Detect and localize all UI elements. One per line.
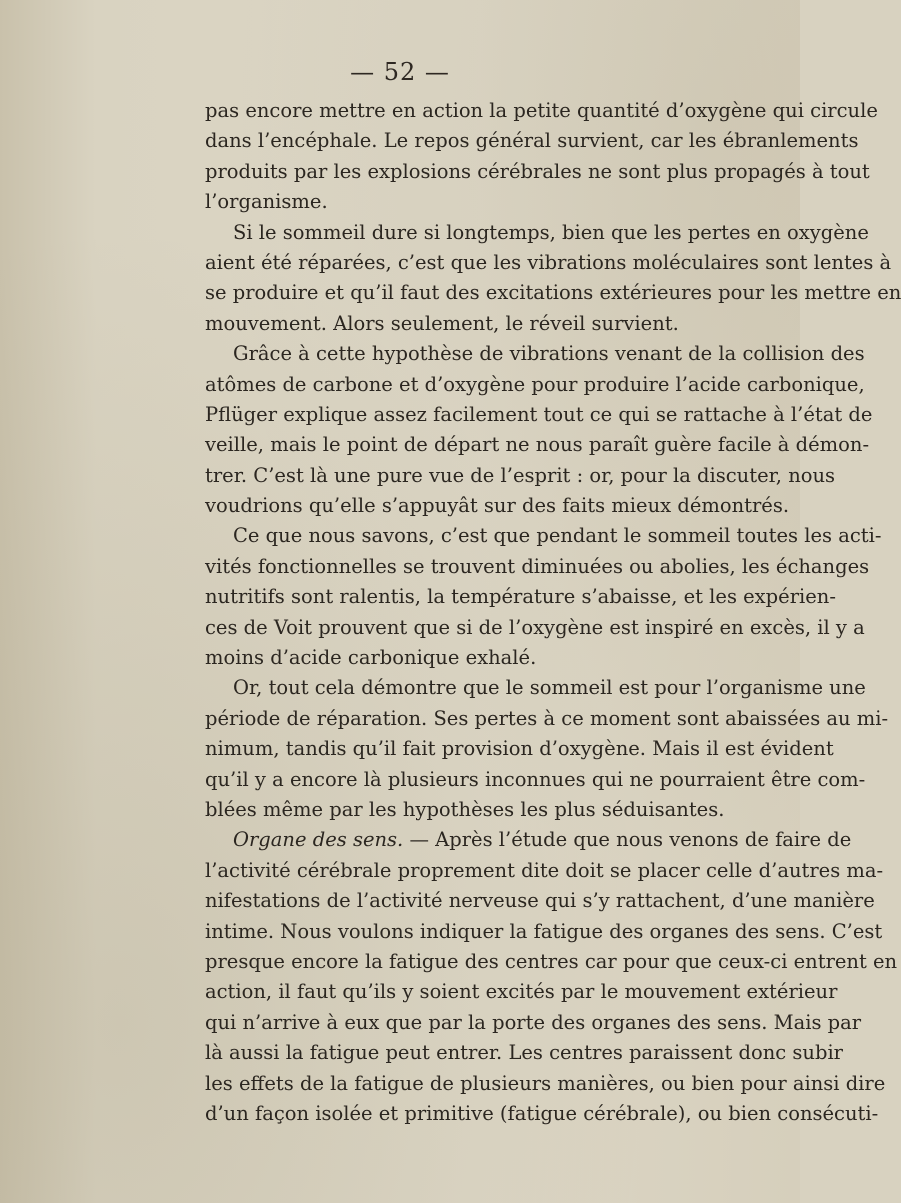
text-line: les effets de la fatigue de plusieurs manières, ou bien pour ainsi dire xyxy=(205,1071,886,1095)
text-line: produits par les explosions cérébrales ne sont plus propagés à tout xyxy=(205,159,870,183)
text-line: l’organisme. xyxy=(205,190,328,214)
text-line: atômes de carbone et d’oxygène pour produire l’acide carbonique, xyxy=(205,372,865,396)
text-span: — Après l’étude que nous venons de faire de xyxy=(403,828,852,852)
text-line: aient été réparées, c’est que les vibrations moléculaires sont lentes à xyxy=(205,250,892,274)
text-line: période de réparation. Ses pertes à ce moment sont abaissées au mi- xyxy=(205,706,889,730)
text-line: Ce que nous savons, c’est que pendant le sommeil toutes les acti- xyxy=(233,524,882,548)
text-line: dans l’encéphale. Le repos général survient, car les ébranlements xyxy=(205,129,859,153)
section-heading-line xyxy=(205,825,852,855)
text-line: Grâce à cette hypothèse de vibrations venant de la collision des xyxy=(233,342,865,366)
text-line: l’activité cérébrale proprement dite doit se placer celle d’autres ma- xyxy=(205,858,884,882)
text-line: voudrions qu’elle s’appuyât sur des faits mieux démontrés. xyxy=(205,494,790,518)
text-line: pas encore mettre en action la petite quantité d’oxygène qui circule xyxy=(205,99,878,122)
section-heading: Organe des sens. xyxy=(233,828,404,852)
text-line: se produire et qu’il faut des excitations extérieures pour les mettre en xyxy=(205,281,901,305)
text-line: veille, mais le point de départ ne nous paraît guère facile à démon- xyxy=(205,433,870,457)
text-line: qui n’arrive à eux que par la porte des organes des sens. Mais par xyxy=(205,1010,862,1034)
text-line: mouvement. Alors seulement, le réveil survient. xyxy=(205,311,679,335)
text-line: nutritifs sont ralentis, la température s’abaisse, et les expérien- xyxy=(205,585,836,609)
text-line: là aussi la fatigue peut entrer. Les centres paraissent donc subir xyxy=(205,1041,844,1065)
text-line: presque encore la fatigue des centres car pour que ceux-ci entrent en xyxy=(205,949,898,973)
text-line: ces de Voit prouvent que si de l’oxygène est inspiré en excès, il y a xyxy=(205,615,865,639)
text-line: vités fonctionnelles se trouvent diminuées ou abolies, les échanges xyxy=(205,554,870,578)
text-line: moins d’acide carbonique exhalé. xyxy=(205,646,537,670)
text-line: qu’il y a encore là plusieurs inconnues qui ne pourraient être com- xyxy=(205,767,866,791)
text-line: Si le sommeil dure si longtemps, bien que les pertes en oxygène xyxy=(233,220,869,244)
text-line: action, il faut qu’ils y soient excités par le mouvement extérieur xyxy=(205,980,838,1004)
text-line: nifestations de l’activité nerveuse qui s’y rattachent, d’une manière xyxy=(205,889,875,913)
text-line: nimum, tandis qu’il fait provision d’oxygène. Mais il est évident xyxy=(205,737,834,761)
text-line: blées même par les hypothèses les plus séduisantes. xyxy=(205,797,725,821)
text-line: trer. C’est là une pure vue de l’esprit : or, pour la discuter, nous xyxy=(205,463,836,487)
body-text xyxy=(205,96,901,1129)
text-line: Pflüger explique assez facilement tout ce qui se rattache à l’état de xyxy=(205,402,873,426)
text-line: Or, tout cela démontre que le sommeil est pour l’organisme une xyxy=(233,676,866,700)
text-line: intime. Nous voulons indiquer la fatigue des organes des sens. C’est xyxy=(205,919,883,943)
page-number: — 52 — xyxy=(350,58,450,86)
text-line: d’un façon isolée et primitive (fatigue cérébrale), ou bien consécuti- xyxy=(205,1101,879,1125)
